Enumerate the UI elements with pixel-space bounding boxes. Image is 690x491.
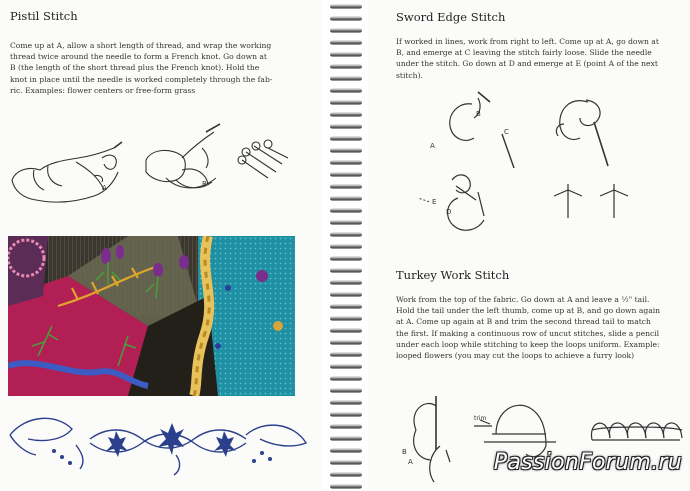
pistil-stitch-title: Pistil Stitch	[10, 9, 78, 23]
sword-edge-instructions	[396, 36, 684, 81]
pistil-line: knot in place until the needle is worked completely through the fab-	[10, 74, 273, 84]
pistil-stitch-instructions	[10, 40, 295, 96]
turkey-line: under each loop while stitching to keep the loops uniform. Example:	[396, 339, 660, 349]
pistil-stitch-illustration	[6, 118, 306, 218]
sword-edge-line: stitch).	[396, 70, 423, 80]
turkey-line: Work from the top of the fabric. Go down at A and leave a ½" tail.	[396, 295, 650, 304]
pistil-line: B (the length of the short thread plus the French knot). Hold the	[10, 63, 260, 73]
turkey-work-stitch-illustration	[396, 390, 690, 491]
turkey-line: Hold the tail under the left thumb, come up at B, and go down again	[396, 306, 661, 316]
sword-edge-stitch-title: Sword Edge Stitch	[396, 10, 506, 24]
turkey-label-b: B	[402, 448, 407, 456]
sword-edge-line: If worked in lines, work from right to left. Come up at A, go down at	[396, 37, 659, 46]
turkey-work-stitch-title: Turkey Work Stitch	[396, 268, 510, 282]
sword-label-d: D	[446, 208, 452, 216]
crazy-quilt-photo	[8, 236, 295, 396]
right-page	[368, 0, 690, 491]
turkey-work-instructions	[396, 294, 684, 361]
sword-edge-line: B, and emerge at C leaving the stitch fairly loose. Slide the needle	[396, 48, 652, 58]
sword-label-e: E	[432, 198, 437, 206]
spiral-binding	[322, 0, 368, 491]
turkey-label-trim: trim	[474, 415, 487, 422]
left-page	[0, 0, 322, 491]
turkey-line: looped flowers (you may cut the loops to achieve a furry look)	[396, 351, 635, 361]
sword-edge-line: under the stitch. Go down at D and emerge at E (point A of the next	[396, 59, 658, 69]
turkey-line: at A. Come up again at B and trim the second thread tail to match	[396, 317, 651, 327]
sword-label-c: C	[504, 128, 509, 136]
sword-edge-stitch-illustration	[418, 88, 678, 248]
pistil-line: thread twice around the needle to form a French knot. Go down at	[10, 52, 267, 62]
turkey-line: the first. If making a continuous row of uncut stitches, slide a pencil	[396, 328, 660, 338]
pistil-line: ric. Examples: flower centers or free-form grass	[10, 85, 196, 95]
site-watermark: PassionForum.ru	[493, 450, 682, 475]
turkey-label-a: A	[408, 458, 413, 466]
pistil-label-b: B	[202, 180, 207, 188]
sword-label-a: A	[430, 142, 435, 150]
blue-embroidery-motif	[6, 405, 311, 480]
sword-label-b: B	[476, 110, 481, 118]
pistil-label-a: A	[102, 184, 107, 192]
pistil-line: Come up at A, allow a short length of thread, and wrap the working	[10, 41, 272, 50]
